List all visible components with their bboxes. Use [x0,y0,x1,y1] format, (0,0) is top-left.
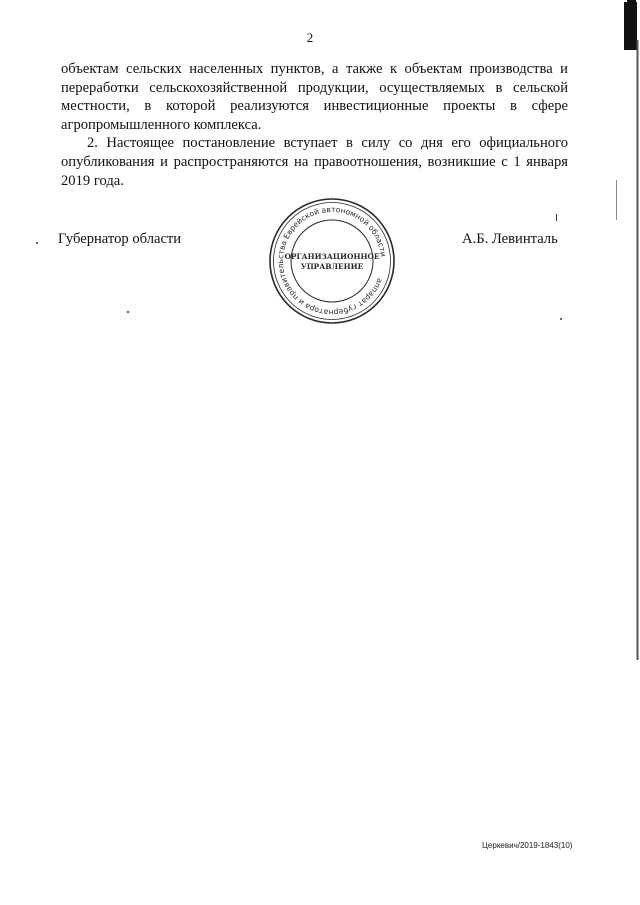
stamp-outer-ring [270,199,394,323]
stamp-ring-text: аппарат губернатора и правительства Еврейской автономной области [275,204,388,318]
stamp-center-line-1: ОРГАНИЗАЦИОННОЕ [284,252,380,261]
scan-speck [127,311,129,313]
scan-speck [36,242,38,244]
page-number: 2 [306,30,314,45]
scan-edge-artifact [616,0,640,905]
official-seal-stamp [268,197,396,325]
stamp-center-line-2: УПРАВЛЕНИЕ [300,262,364,271]
document-reference-code: Церкевич/2019-1843(10) [482,841,573,850]
paragraph-item-2: 2. Настоящее постановление вступает в силу со дня его официального опубликования и распространяются на правоотношения, возникшие с 1 января 2019 года. [61,135,568,189]
scan-speck [560,318,562,320]
signatory-name: А.Б. Левинталь [462,231,558,247]
paragraph-continuation: объектам сельских населенных пунктов, а также к объектам производства и переработки сельскохозяйственной продукции, осуществляемых в сельской местности, в которой реализуются инвестиционные проекты в сфере агропромышленного комплекса. [61,61,568,133]
signatory-title: Губернатор области [58,231,182,247]
stamp-inner-ring [291,220,373,302]
scan-speck [556,214,557,221]
body-text [61,60,568,190]
